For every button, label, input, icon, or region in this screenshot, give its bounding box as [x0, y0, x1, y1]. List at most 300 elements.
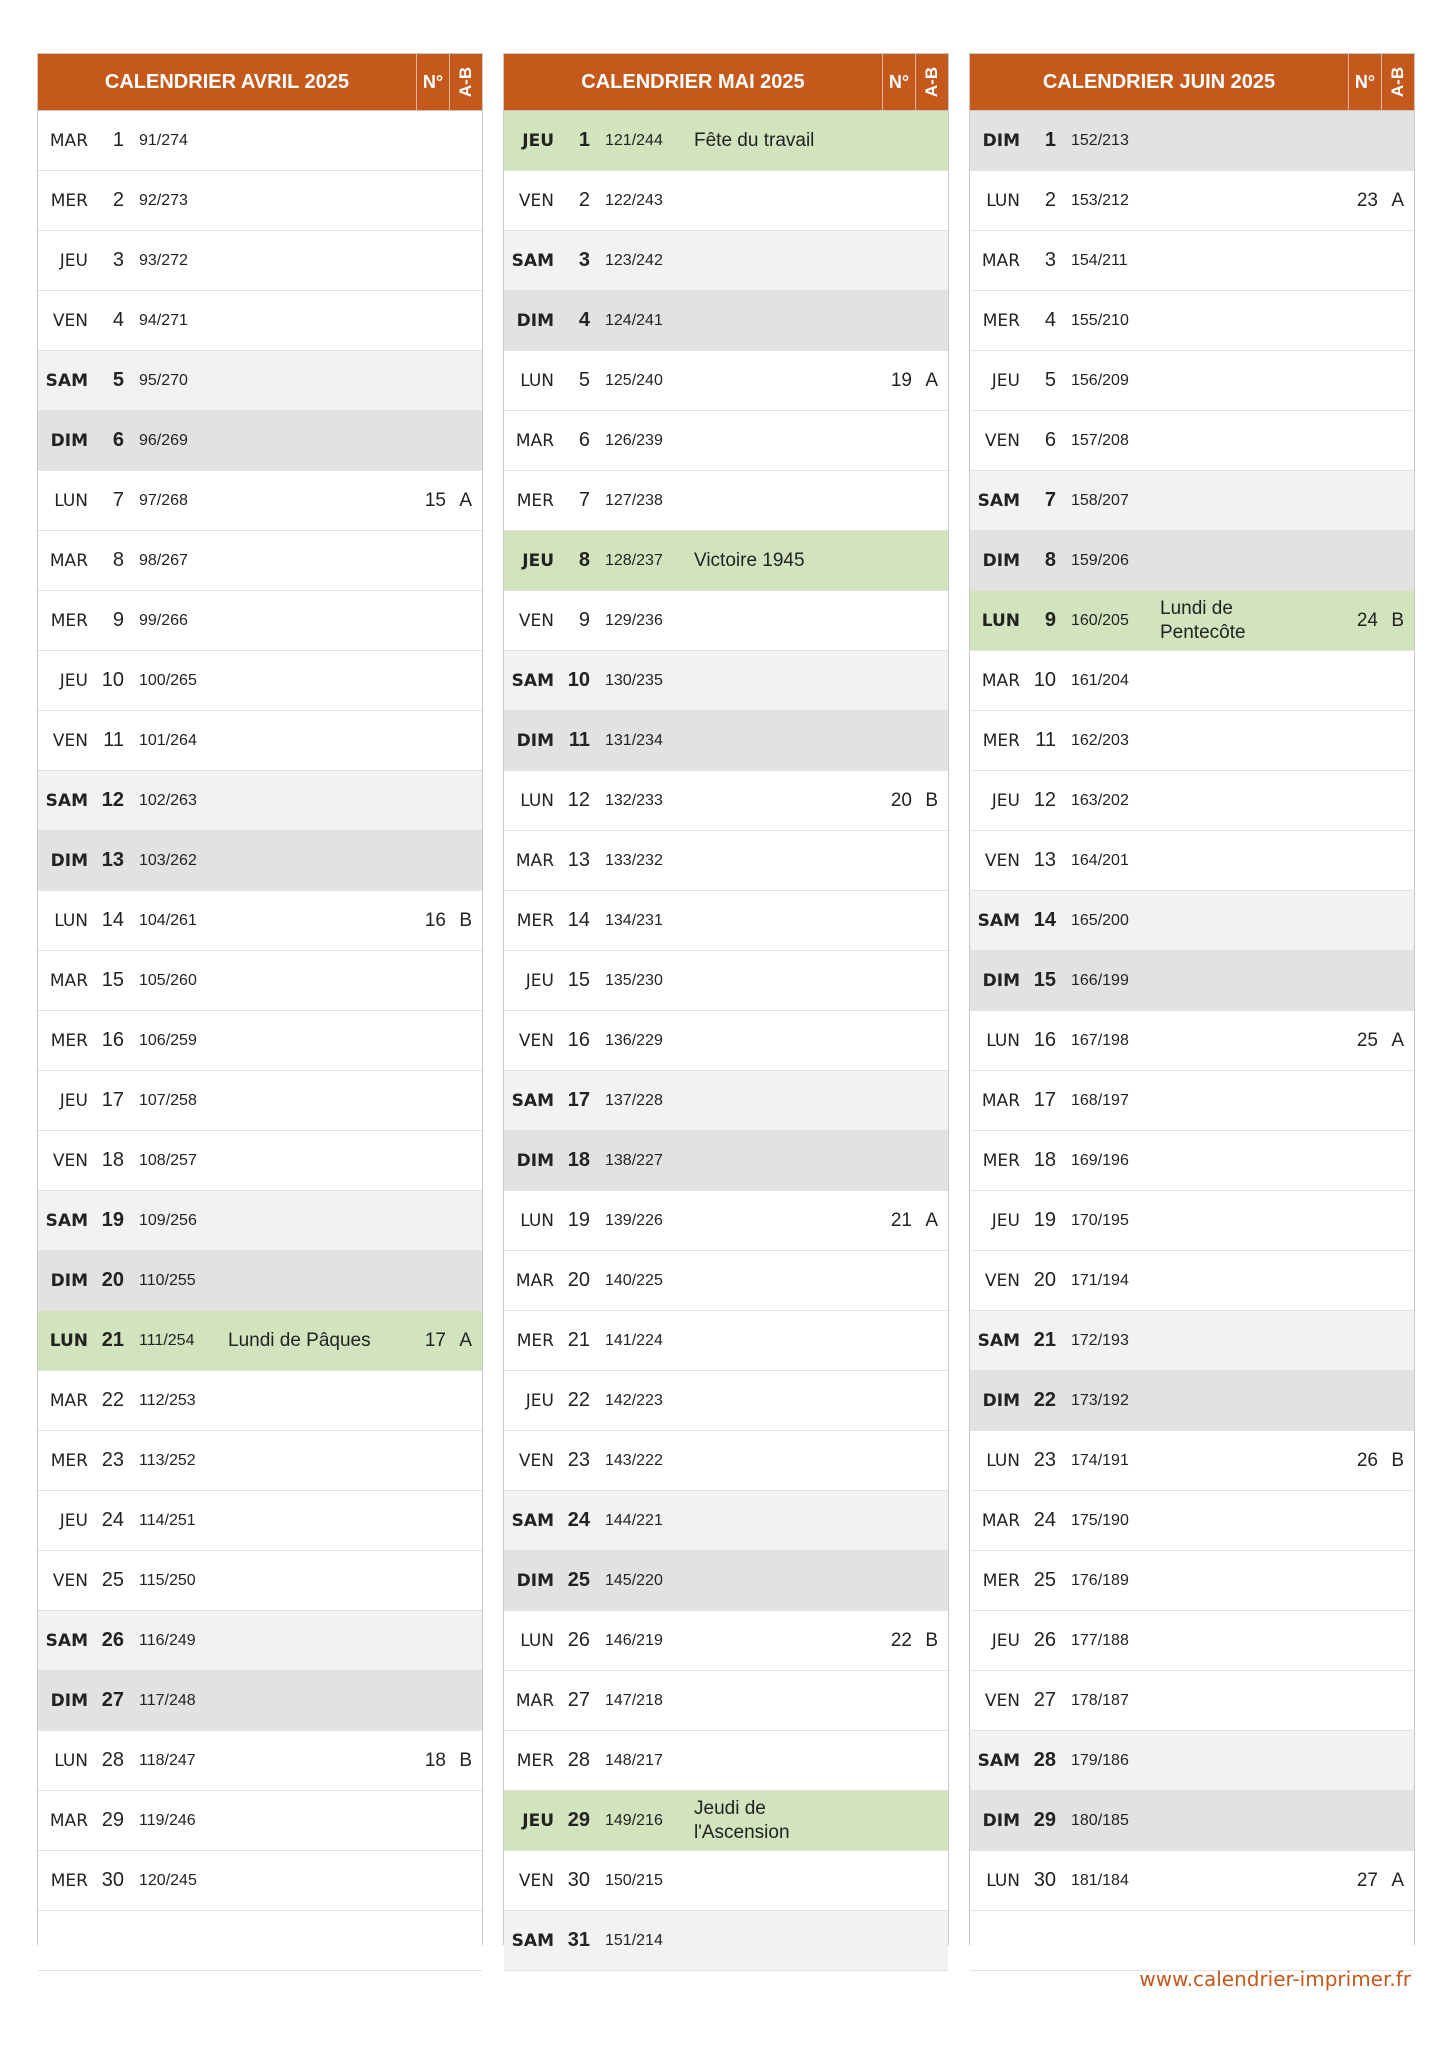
day-name: MAR: [515, 430, 554, 451]
day-name: VEN: [518, 1030, 554, 1051]
day-name: MER: [50, 610, 88, 631]
day-count: 178/187: [1071, 1691, 1129, 1709]
day-count: 99/266: [139, 611, 188, 629]
day-count: 133/232: [605, 851, 663, 869]
month-header: [38, 54, 482, 111]
day-name: MER: [50, 1870, 88, 1891]
day-number: 19: [1033, 1209, 1056, 1231]
day-number: 25: [101, 1569, 124, 1591]
day-count: 113/252: [139, 1451, 196, 1469]
day-name: DIM: [50, 430, 88, 451]
day-count: 92/273: [139, 191, 188, 209]
day-number: 28: [1033, 1749, 1056, 1771]
day-number: 8: [112, 549, 124, 571]
day-count: 126/239: [605, 431, 663, 449]
day-row: [970, 1251, 1414, 1311]
day-number: 30: [1033, 1869, 1056, 1891]
week-ab: B: [459, 1749, 472, 1771]
month-header: [970, 54, 1414, 111]
day-row: [504, 1551, 948, 1611]
day-count: 164/201: [1071, 851, 1129, 869]
empty-row: [38, 1911, 482, 1971]
day-name: JEU: [59, 1510, 88, 1531]
day-name: JEU: [525, 1390, 554, 1411]
day-number: 8: [1044, 549, 1056, 571]
day-number: 26: [567, 1629, 590, 1651]
day-count: 115/250: [139, 1571, 196, 1589]
day-row: [504, 111, 948, 171]
week-number: 24: [1356, 609, 1378, 631]
day-row: [38, 111, 482, 171]
week-ab: A: [459, 1329, 472, 1351]
day-count: 140/225: [605, 1271, 663, 1289]
day-number: 23: [567, 1449, 590, 1471]
week-ab: A: [925, 369, 938, 391]
day-name: VEN: [52, 1570, 88, 1591]
day-name: JEU: [59, 670, 88, 691]
day-row: [970, 1071, 1414, 1131]
day-name: DIM: [50, 850, 88, 871]
day-number: 10: [1033, 669, 1056, 691]
day-row: [504, 831, 948, 891]
day-number: 30: [567, 1869, 590, 1891]
day-number: 16: [101, 1029, 124, 1051]
day-name: LUN: [981, 610, 1020, 631]
day-name: VEN: [984, 1270, 1020, 1291]
day-name: LUN: [54, 910, 88, 931]
day-name: JEU: [522, 1810, 554, 1831]
day-row: [504, 1191, 948, 1251]
week-ab: B: [925, 1629, 938, 1651]
day-name: MER: [516, 1750, 554, 1771]
day-number: 10: [567, 669, 590, 691]
day-number: 9: [578, 609, 590, 631]
day-number: 20: [1033, 1269, 1056, 1291]
day-number: 2: [1044, 189, 1056, 211]
day-name: SAM: [45, 1210, 88, 1231]
day-number: 3: [1044, 249, 1056, 271]
day-name: SAM: [977, 1330, 1020, 1351]
day-number: 4: [578, 309, 590, 331]
week-number-header: N°: [882, 54, 915, 110]
day-row: [504, 291, 948, 351]
day-row: [504, 1431, 948, 1491]
day-number: 15: [101, 969, 124, 991]
day-number: 29: [567, 1809, 590, 1831]
day-number: 5: [112, 369, 124, 391]
ab-header-label: A-B: [456, 66, 475, 98]
month-may: [503, 53, 949, 1951]
day-count: 123/242: [605, 251, 663, 269]
day-count: 167/198: [1071, 1031, 1129, 1049]
day-count: 168/197: [1071, 1091, 1129, 1109]
day-count: 138/227: [605, 1151, 663, 1169]
day-name: JEU: [991, 1630, 1020, 1651]
week-ab: B: [1391, 609, 1404, 631]
day-number: 12: [101, 789, 124, 811]
day-number: 29: [101, 1809, 124, 1831]
day-number: 2: [112, 189, 124, 211]
day-row: [970, 771, 1414, 831]
day-name: VEN: [518, 1450, 554, 1471]
day-row: [504, 711, 948, 771]
day-name: VEN: [52, 730, 88, 751]
day-row: [504, 1791, 948, 1851]
week-number: 23: [1356, 189, 1378, 211]
day-count: 173/192: [1071, 1391, 1129, 1409]
day-row: [38, 651, 482, 711]
day-row: [504, 771, 948, 831]
day-count: 103/262: [139, 851, 197, 869]
day-row: [38, 1011, 482, 1071]
day-row: [970, 651, 1414, 711]
day-number: 14: [101, 909, 124, 931]
day-name: DIM: [982, 130, 1020, 151]
day-number: 16: [1033, 1029, 1056, 1051]
day-count: 124/241: [605, 311, 663, 329]
day-name: SAM: [511, 1090, 554, 1111]
day-row: [970, 1671, 1414, 1731]
day-count: 134/231: [605, 911, 663, 929]
day-number: 12: [567, 789, 590, 811]
day-name: LUN: [49, 1330, 88, 1351]
day-name: JEU: [991, 790, 1020, 811]
week-number: 15: [424, 489, 446, 511]
day-count: 145/220: [605, 1571, 663, 1589]
day-number: 1: [112, 129, 124, 151]
month-header: [504, 54, 948, 111]
day-count: 107/258: [139, 1091, 197, 1109]
day-name: MAR: [49, 970, 88, 991]
day-number: 9: [112, 609, 124, 631]
day-row: [970, 1491, 1414, 1551]
day-number: 21: [1033, 1329, 1056, 1351]
day-row: [970, 1131, 1414, 1191]
day-number: 6: [578, 429, 590, 451]
day-name: DIM: [982, 970, 1020, 991]
day-row: [38, 231, 482, 291]
day-number: 11: [568, 729, 590, 751]
day-count: 174/191: [1071, 1451, 1129, 1469]
day-row: [970, 291, 1414, 351]
day-count: 169/196: [1071, 1151, 1129, 1169]
day-name: MAR: [981, 250, 1020, 271]
day-number: 1: [1044, 129, 1056, 151]
day-count: 135/230: [605, 971, 663, 989]
day-count: 116/249: [139, 1631, 196, 1649]
day-row: [38, 411, 482, 471]
day-row: [38, 1671, 482, 1731]
day-row: [970, 591, 1414, 651]
day-row: [38, 531, 482, 591]
day-name: DIM: [516, 730, 554, 751]
day-name: LUN: [986, 1870, 1020, 1891]
day-number: 14: [1033, 909, 1056, 931]
day-number: 1: [578, 129, 590, 151]
week-number-header: N°: [1348, 54, 1381, 110]
day-name: MER: [982, 310, 1020, 331]
day-count: 136/229: [605, 1031, 663, 1049]
week-ab: B: [925, 789, 938, 811]
ab-header-label: A-B: [1388, 66, 1407, 98]
day-count: 176/189: [1071, 1571, 1129, 1589]
week-number: 17: [424, 1329, 446, 1351]
day-name: VEN: [518, 1870, 554, 1891]
day-number: 21: [567, 1329, 590, 1351]
day-name: SAM: [45, 1630, 88, 1651]
day-row: [38, 1851, 482, 1911]
holiday-name: Lundi de Pâques: [228, 1329, 371, 1351]
day-rows: [970, 111, 1414, 1971]
day-row: [504, 951, 948, 1011]
day-number: 26: [1033, 1629, 1056, 1651]
day-count: 146/219: [605, 1631, 663, 1649]
day-count: 151/214: [605, 1931, 663, 1949]
day-name: DIM: [516, 1570, 554, 1591]
day-number: 21: [101, 1329, 124, 1351]
day-count: 132/233: [605, 791, 663, 809]
day-row: [970, 231, 1414, 291]
day-row: [504, 1851, 948, 1911]
day-number: 7: [1044, 489, 1056, 511]
day-count: 111/254: [139, 1331, 195, 1349]
day-number: 15: [567, 969, 590, 991]
day-row: [504, 651, 948, 711]
day-row: [504, 1491, 948, 1551]
day-row: [38, 1611, 482, 1671]
day-name: MER: [516, 1330, 554, 1351]
day-number: 11: [1035, 729, 1056, 751]
day-count: 162/203: [1071, 731, 1129, 749]
day-name: JEU: [991, 1210, 1020, 1231]
day-name: LUN: [986, 1030, 1020, 1051]
day-number: 7: [112, 489, 124, 511]
day-count: 152/213: [1071, 131, 1129, 149]
day-count: 96/269: [139, 431, 188, 449]
day-count: 157/208: [1071, 431, 1129, 449]
week-number: 16: [424, 909, 446, 931]
day-number: 27: [567, 1689, 590, 1711]
day-row: [504, 351, 948, 411]
day-count: 101/264: [139, 731, 197, 749]
day-name: MAR: [515, 1690, 554, 1711]
day-row: [504, 471, 948, 531]
day-row: [504, 1311, 948, 1371]
day-number: 30: [101, 1869, 124, 1891]
day-number: 27: [101, 1689, 124, 1711]
day-row: [38, 1311, 482, 1371]
month-june: [969, 53, 1415, 1945]
day-count: 156/209: [1071, 371, 1129, 389]
day-name: MER: [50, 1450, 88, 1471]
day-row: [970, 1371, 1414, 1431]
day-count: 170/195: [1071, 1211, 1129, 1229]
day-number: 13: [567, 849, 590, 871]
day-count: 117/248: [139, 1691, 196, 1709]
day-name: SAM: [511, 250, 554, 271]
week-ab: A: [459, 489, 472, 511]
day-row: [970, 1851, 1414, 1911]
day-row: [504, 1731, 948, 1791]
day-count: 175/190: [1071, 1511, 1129, 1529]
day-name: SAM: [511, 670, 554, 691]
day-row: [504, 891, 948, 951]
footer-website[interactable]: www.calendrier-imprimer.fr: [1139, 1967, 1411, 1991]
day-name: LUN: [54, 1750, 88, 1771]
day-count: 94/271: [139, 311, 188, 329]
day-number: 25: [567, 1569, 590, 1591]
day-name: VEN: [518, 190, 554, 211]
ab-header-label: A-B: [922, 66, 941, 98]
day-name: MAR: [981, 1510, 1020, 1531]
day-number: 17: [567, 1089, 590, 1111]
day-count: 105/260: [139, 971, 197, 989]
day-count: 114/251: [139, 1511, 196, 1529]
day-row: [504, 1251, 948, 1311]
day-row: [504, 1671, 948, 1731]
day-name: DIM: [50, 1270, 88, 1291]
day-row: [38, 471, 482, 531]
day-name: LUN: [520, 790, 554, 811]
day-name: SAM: [511, 1930, 554, 1951]
day-name: JEU: [522, 130, 554, 151]
day-count: 91/274: [139, 131, 188, 149]
day-row: [38, 831, 482, 891]
day-number: 3: [112, 249, 124, 271]
day-name: SAM: [977, 910, 1020, 931]
day-name: SAM: [511, 1510, 554, 1531]
day-name: JEU: [525, 970, 554, 991]
day-number: 18: [101, 1149, 124, 1171]
day-count: 112/253: [139, 1391, 196, 1409]
day-count: 143/222: [605, 1451, 663, 1469]
day-count: 120/245: [139, 1871, 197, 1889]
day-number: 3: [578, 249, 590, 271]
day-number: 20: [567, 1269, 590, 1291]
day-count: 149/216: [605, 1811, 663, 1829]
day-number: 13: [1033, 849, 1056, 871]
day-name: LUN: [520, 370, 554, 391]
day-number: 6: [112, 429, 124, 451]
day-count: 172/193: [1071, 1331, 1129, 1349]
day-count: 104/261: [139, 911, 197, 929]
day-row: [970, 951, 1414, 1011]
month-april: [37, 53, 483, 1945]
day-row: [504, 171, 948, 231]
day-row: [970, 1011, 1414, 1071]
day-count: 110/255: [139, 1271, 196, 1289]
day-rows: [504, 111, 948, 1971]
day-count: 163/202: [1071, 791, 1129, 809]
day-count: 106/259: [139, 1031, 197, 1049]
day-row: [38, 351, 482, 411]
day-row: [38, 1131, 482, 1191]
day-count: 141/224: [605, 1331, 663, 1349]
day-count: 118/247: [139, 1751, 196, 1769]
day-count: 153/212: [1071, 191, 1129, 209]
day-count: 119/246: [139, 1811, 196, 1829]
day-row: [38, 1731, 482, 1791]
week-ab: B: [1391, 1449, 1404, 1471]
day-count: 97/268: [139, 491, 188, 509]
ab-header: [449, 54, 482, 110]
day-row: [38, 1371, 482, 1431]
day-number: 7: [578, 489, 590, 511]
day-number: 11: [103, 729, 124, 751]
day-name: JEU: [991, 370, 1020, 391]
day-number: 17: [1033, 1089, 1056, 1111]
ab-header: [915, 54, 948, 110]
month-title: CALENDRIER AVRIL 2025: [104, 70, 350, 93]
day-count: 147/218: [605, 1691, 663, 1709]
day-number: 2: [578, 189, 590, 211]
week-ab: A: [925, 1209, 938, 1231]
week-number: 22: [890, 1629, 912, 1651]
day-name: LUN: [520, 1630, 554, 1651]
day-name: VEN: [52, 1150, 88, 1171]
day-count: 142/223: [605, 1391, 663, 1409]
day-row: [970, 111, 1414, 171]
day-number: 24: [101, 1509, 124, 1531]
day-count: 137/228: [605, 1091, 663, 1109]
day-count: 100/265: [139, 671, 197, 689]
day-number: 20: [101, 1269, 124, 1291]
empty-row: [970, 1911, 1414, 1971]
day-name: SAM: [977, 490, 1020, 511]
day-name: VEN: [984, 430, 1020, 451]
week-number: 26: [1356, 1449, 1378, 1471]
day-number: 22: [101, 1389, 124, 1411]
day-row: [38, 291, 482, 351]
day-row: [970, 471, 1414, 531]
ab-header: [1381, 54, 1414, 110]
day-row: [38, 891, 482, 951]
day-count: 129/236: [605, 611, 663, 629]
day-name: DIM: [50, 1690, 88, 1711]
day-count: 130/235: [605, 671, 663, 689]
day-count: 131/234: [605, 731, 663, 749]
day-name: SAM: [45, 790, 88, 811]
day-number: 16: [567, 1029, 590, 1051]
day-row: [38, 1071, 482, 1131]
day-number: 28: [567, 1749, 590, 1771]
holiday-name: Victoire 1945: [694, 549, 805, 571]
day-number: 18: [1033, 1149, 1056, 1171]
day-name: DIM: [516, 1150, 554, 1171]
day-name: LUN: [986, 1450, 1020, 1471]
day-count: 160/205: [1071, 611, 1129, 629]
week-ab: A: [1391, 1029, 1404, 1051]
day-name: MER: [982, 1570, 1020, 1591]
day-count: 98/267: [139, 551, 188, 569]
day-row: [504, 1611, 948, 1671]
day-name: MER: [516, 910, 554, 931]
holiday-name: Jeudi de l'Ascension: [694, 1797, 790, 1843]
day-number: 24: [567, 1509, 590, 1531]
day-row: [970, 1431, 1414, 1491]
day-row: [970, 831, 1414, 891]
week-number-header: N°: [416, 54, 449, 110]
day-name: MER: [516, 490, 554, 511]
day-count: 161/204: [1071, 671, 1129, 689]
week-number: 20: [890, 789, 912, 811]
holiday-name: Lundi de Pentecôte: [1160, 597, 1246, 643]
day-row: [38, 1551, 482, 1611]
day-count: 165/200: [1071, 911, 1129, 929]
day-number: 17: [101, 1089, 124, 1111]
day-name: MAR: [49, 1810, 88, 1831]
day-name: MAR: [49, 1390, 88, 1411]
